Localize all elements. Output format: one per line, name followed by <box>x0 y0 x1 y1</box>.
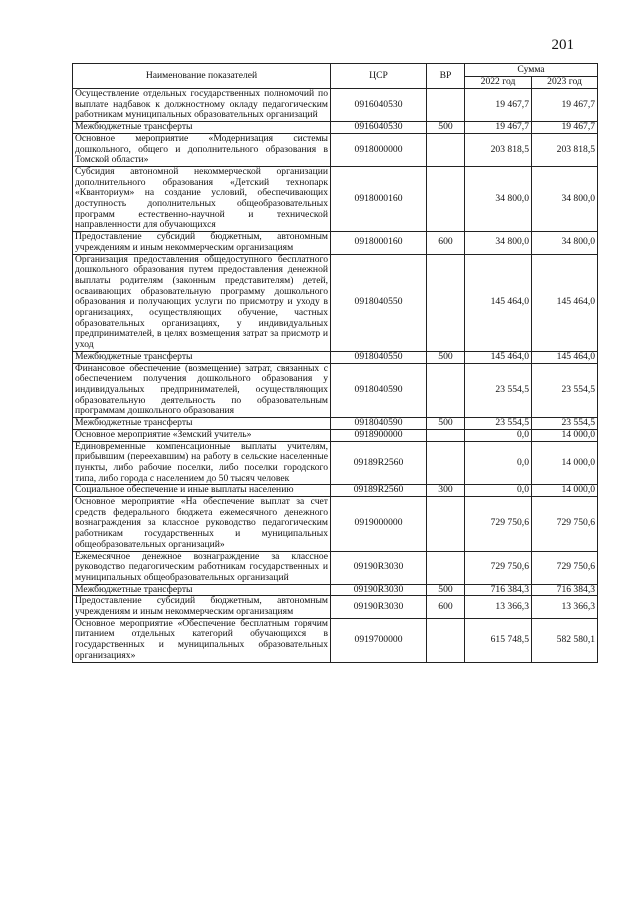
row-csr-code: 0918900000 <box>331 429 427 441</box>
row-csr-code: 0918000160 <box>331 232 427 254</box>
row-vr-code <box>427 441 465 485</box>
row-sum-2022: 34 800,0 <box>465 232 532 254</box>
row-sum-2022: 0,0 <box>465 429 532 441</box>
table-row <box>73 351 598 363</box>
row-csr-code: 0918040550 <box>331 351 427 363</box>
row-sum-2022: 23 554,5 <box>465 363 532 418</box>
row-sum-2023: 716 384,3 <box>532 584 598 596</box>
row-sum-2023: 19 467,7 <box>532 122 598 134</box>
header-year-2022: 2022 год <box>465 77 532 89</box>
row-csr-code: 0919000000 <box>331 497 427 552</box>
row-name: Финансовое обеспечение (возмещение) затрат, связанных с обеспечением получения дошкольного образования у индивидуальных предпринимателей, осуществляющих образовательную деятельность по образовательным программам дошкольного образования <box>73 363 331 418</box>
row-csr-code: 0916040530 <box>331 122 427 134</box>
row-vr-code <box>427 429 465 441</box>
row-sum-2023: 203 818,5 <box>532 133 598 166</box>
row-csr-code: 0918040590 <box>331 418 427 430</box>
row-name: Межбюджетные трансферты <box>73 351 331 363</box>
row-csr-code: 0918040590 <box>331 363 427 418</box>
row-vr-code: 500 <box>427 351 465 363</box>
row-vr-code <box>427 618 465 662</box>
row-vr-code <box>427 254 465 351</box>
budget-table <box>72 63 598 663</box>
row-name: Межбюджетные трансферты <box>73 122 331 134</box>
row-vr-code <box>427 166 465 231</box>
row-sum-2023: 145 464,0 <box>532 351 598 363</box>
row-name: Межбюджетные трансферты <box>73 584 331 596</box>
header-name: Наименование показателей <box>73 64 331 89</box>
row-vr-code <box>427 89 465 122</box>
row-name: Основное мероприятие «На обеспечение выплат за счет средств федерального бюджета ежемесячного денежного вознаграждения за классное руководство педагогическим работникам государственных и муниципальных общеобразовательных организаций» <box>73 497 331 552</box>
table-row <box>73 363 598 418</box>
page-number: 201 <box>551 37 574 53</box>
row-sum-2023: 23 554,5 <box>532 363 598 418</box>
row-csr-code: 09190R3030 <box>331 584 427 596</box>
row-sum-2022: 13 366,3 <box>465 596 532 618</box>
row-name: Социальное обеспечение и иные выплаты населению <box>73 485 331 497</box>
table-row <box>73 618 598 662</box>
header-vr: ВР <box>427 64 465 89</box>
row-sum-2022: 19 467,7 <box>465 89 532 122</box>
row-vr-code <box>427 363 465 418</box>
row-sum-2022: 145 464,0 <box>465 351 532 363</box>
header-sum: Сумма <box>465 64 598 77</box>
row-sum-2023: 729 750,6 <box>532 551 598 584</box>
table-row <box>73 584 598 596</box>
table-header-row <box>73 64 598 77</box>
row-vr-code <box>427 551 465 584</box>
row-vr-code: 500 <box>427 584 465 596</box>
row-vr-code: 500 <box>427 418 465 430</box>
row-sum-2023: 582 580,1 <box>532 618 598 662</box>
row-name: Межбюджетные трансферты <box>73 418 331 430</box>
table-row <box>73 441 598 485</box>
row-sum-2022: 729 750,6 <box>465 551 532 584</box>
table-row <box>73 166 598 231</box>
row-sum-2023: 13 366,3 <box>532 596 598 618</box>
row-sum-2023: 14 000,0 <box>532 441 598 485</box>
row-sum-2023: 729 750,6 <box>532 497 598 552</box>
row-name: Осуществление отдельных государственных полномочий по выплате надбавок к должностному окладу педагогическим работникам муниципальных образовательных организаций <box>73 89 331 122</box>
row-sum-2022: 615 748,5 <box>465 618 532 662</box>
row-vr-code: 500 <box>427 122 465 134</box>
table-row <box>73 596 598 618</box>
row-csr-code: 0918040550 <box>331 254 427 351</box>
table-row <box>73 254 598 351</box>
row-name: Единовременные компенсационные выплаты учителям, прибывшим (переехавшим) на работу в сельские населенные пункты, либо рабочие поселки, либо поселки городского типа, либо города с населением до 50 тысяч человек <box>73 441 331 485</box>
table-row <box>73 232 598 254</box>
row-sum-2022: 716 384,3 <box>465 584 532 596</box>
row-sum-2023: 14 000,0 <box>532 429 598 441</box>
table-row <box>73 133 598 166</box>
table-row <box>73 89 598 122</box>
table-row <box>73 497 598 552</box>
table-row <box>73 418 598 430</box>
row-vr-code <box>427 497 465 552</box>
row-vr-code <box>427 133 465 166</box>
row-name: Предоставление субсидий бюджетным, автономным учреждениям и иным некоммерческим организациям <box>73 596 331 618</box>
row-name: Организация предоставления общедоступного бесплатного дошкольного образования путем предоставления денежной выплаты родителям (законным представителям) детей, осваивающих образовательную программу дошкольного образования и получающих услуги по присмотру и уходу в организациях, осуществляющих обучение, частных образовательных организациях, у индивидуальных предпринимателей, в целях возмещения затрат за присмотр и уход <box>73 254 331 351</box>
row-csr-code: 0918000160 <box>331 166 427 231</box>
row-csr-code: 09189R2560 <box>331 485 427 497</box>
row-sum-2022: 34 800,0 <box>465 166 532 231</box>
row-csr-code: 0916040530 <box>331 89 427 122</box>
row-sum-2022: 19 467,7 <box>465 122 532 134</box>
row-csr-code: 09190R3030 <box>331 551 427 584</box>
row-vr-code: 300 <box>427 485 465 497</box>
row-name: Предоставление субсидий бюджетным, автономным учреждениям и иным некоммерческим организациям <box>73 232 331 254</box>
row-sum-2022: 203 818,5 <box>465 133 532 166</box>
row-csr-code: 0918000000 <box>331 133 427 166</box>
row-csr-code: 09189R2560 <box>331 441 427 485</box>
row-sum-2022: 145 464,0 <box>465 254 532 351</box>
row-sum-2022: 0,0 <box>465 485 532 497</box>
row-name: Ежемесячное денежное вознаграждение за классное руководство педагогическим работникам государственных и муниципальных общеобразовательных организаций <box>73 551 331 584</box>
table-row <box>73 485 598 497</box>
row-sum-2022: 23 554,5 <box>465 418 532 430</box>
table-row <box>73 551 598 584</box>
row-vr-code: 600 <box>427 232 465 254</box>
row-sum-2023: 23 554,5 <box>532 418 598 430</box>
row-name: Основное мероприятие «Обеспечение бесплатным горячим питанием отдельных категорий обучающихся в государственных и муниципальных образовательных организациях» <box>73 618 331 662</box>
header-csr: ЦСР <box>331 64 427 89</box>
row-sum-2023: 145 464,0 <box>532 254 598 351</box>
row-sum-2023: 19 467,7 <box>532 89 598 122</box>
row-csr-code: 0919700000 <box>331 618 427 662</box>
row-name: Основное мероприятие «Модернизация системы дошкольного, общего и дополнительного образования в Томской области» <box>73 133 331 166</box>
row-name: Субсидия автономной некоммерческой организации дополнительного образования «Детский технопарк «Кванториум» на создание условий, обеспечивающих доступность дополнительных общеобразовательных программ естественно-научной и технической направленности для обучающихся <box>73 166 331 231</box>
row-sum-2022: 729 750,6 <box>465 497 532 552</box>
row-sum-2022: 0,0 <box>465 441 532 485</box>
table-row <box>73 122 598 134</box>
row-csr-code: 09190R3030 <box>331 596 427 618</box>
row-sum-2023: 14 000,0 <box>532 485 598 497</box>
table-body <box>73 89 598 663</box>
row-sum-2023: 34 800,0 <box>532 166 598 231</box>
table-row <box>73 429 598 441</box>
row-name: Основное мероприятие «Земский учитель» <box>73 429 331 441</box>
row-sum-2023: 34 800,0 <box>532 232 598 254</box>
header-year-2023: 2023 год <box>532 77 598 89</box>
row-vr-code: 600 <box>427 596 465 618</box>
